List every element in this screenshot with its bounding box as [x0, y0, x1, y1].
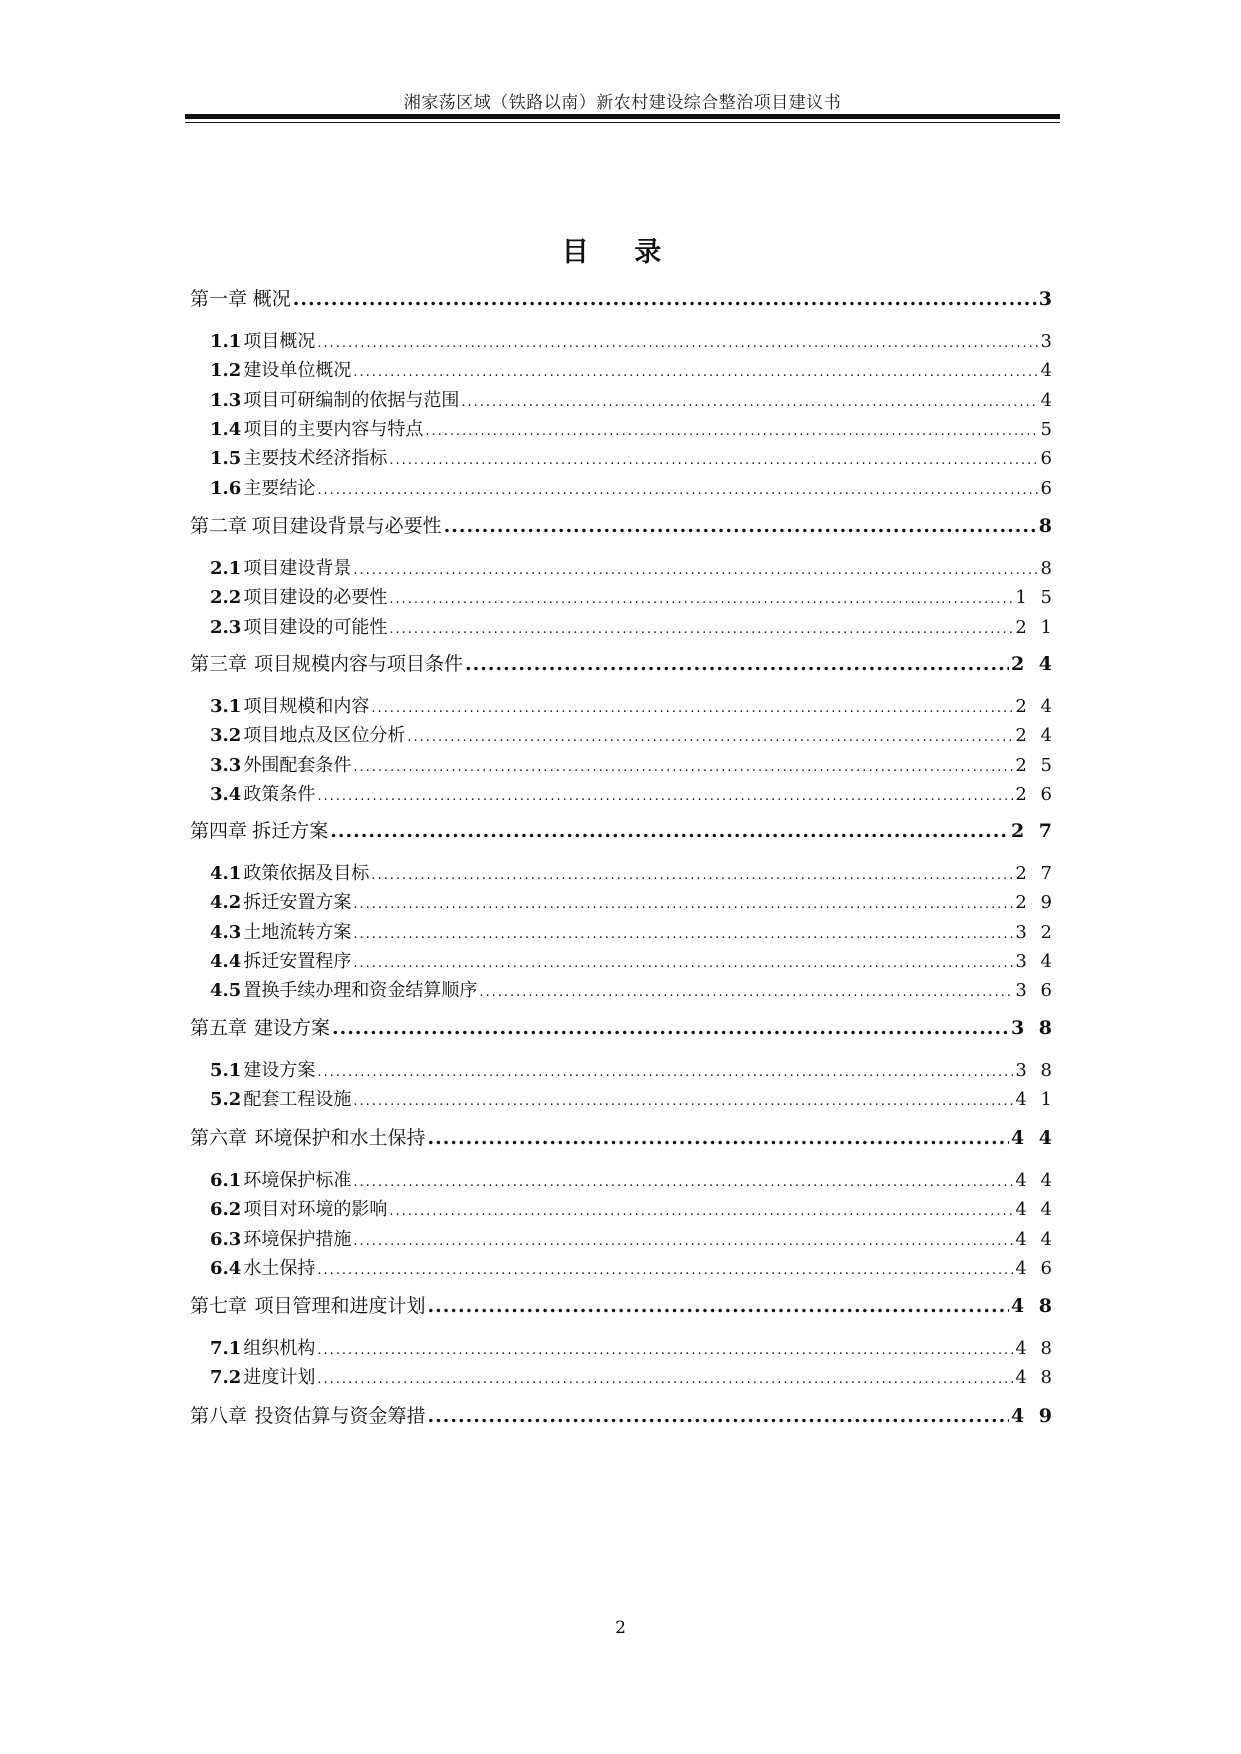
toc-section-title: 项目规模和内容 — [243, 696, 370, 717]
toc-section-number: 3.2 — [210, 725, 242, 747]
toc-section-entry[interactable] — [190, 1085, 1056, 1111]
toc-page-number: 3 2 — [1015, 921, 1056, 943]
toc-page-number: 1 5 — [1015, 587, 1056, 609]
toc-section-entry[interactable] — [190, 692, 1056, 718]
toc-chapter-label: 第七章 — [190, 1295, 248, 1317]
toc-dot-leader — [353, 755, 1013, 776]
toc-page-number: 6 — [1040, 477, 1056, 499]
toc-dot-leader — [330, 820, 1009, 842]
toc-page-number: 2 4 — [1015, 725, 1056, 747]
toc-section-title: 项目建设的必要性 — [243, 587, 388, 609]
toc-page-number: 4 4 — [1015, 1170, 1056, 1191]
toc-section-number: 3.3 — [210, 754, 242, 776]
toc-section-number: 2.1 — [210, 558, 242, 579]
toc-section-title: 配套工程设施 — [243, 1089, 352, 1111]
toc-section-title: 水土保持 — [243, 1257, 316, 1279]
toc-section-title: 建设单位概况 — [243, 360, 352, 382]
toc-section-title: 主要结论 — [243, 477, 316, 499]
toc-dot-leader — [353, 558, 1038, 579]
toc-section-title: 环境保护标准 — [243, 1170, 352, 1191]
toc-page-number: 3 — [1040, 331, 1056, 352]
toc-dot-leader — [353, 1089, 1013, 1110]
toc-section-number: 7.2 — [210, 1367, 242, 1389]
toc-dot-leader — [353, 892, 1013, 913]
toc-page-number: 5 — [1040, 418, 1056, 440]
toc-section-number: 4.2 — [210, 892, 242, 914]
toc-section-title: 项目建设背景 — [243, 558, 352, 579]
toc-dot-leader — [461, 390, 1038, 411]
toc-section-title: 政策条件 — [243, 783, 316, 805]
header-rule-thin — [185, 122, 1060, 123]
toc-section-number: 5.1 — [210, 1060, 242, 1081]
toc-chapter-entry[interactable] — [190, 511, 1056, 538]
toc-page-number: 2 6 — [1015, 783, 1056, 805]
toc-section-number: 4.5 — [210, 980, 242, 1002]
toc-section-entry[interactable] — [190, 1195, 1056, 1221]
toc-section-number: 6.1 — [210, 1170, 242, 1191]
toc-section-title: 项目地点及区位分析 — [243, 725, 406, 747]
toc-section-entry[interactable] — [190, 474, 1056, 500]
toc-page-number: 4 6 — [1015, 1257, 1056, 1279]
toc-dot-leader — [371, 696, 1013, 717]
toc-dot-leader — [317, 331, 1038, 352]
toc-dot-leader — [425, 419, 1038, 440]
toc-section-entry[interactable] — [190, 918, 1056, 944]
toc-section-number: 4.1 — [210, 863, 242, 884]
toc-chapter-entry[interactable] — [190, 1291, 1056, 1318]
toc-section-entry[interactable] — [190, 613, 1056, 639]
toc-page-number: 2 9 — [1015, 892, 1056, 914]
toc-section-title: 项目概况 — [243, 331, 316, 352]
toc-chapter-title: 环境保护和水土保持 — [254, 1127, 426, 1149]
toc-dot-leader — [317, 1338, 1013, 1359]
toc-section-number: 1.6 — [210, 477, 242, 499]
toc-page-number: 4 8 — [1010, 1295, 1056, 1317]
toc-section-title: 组织机构 — [243, 1338, 316, 1359]
toc-section-number: 1.4 — [210, 418, 242, 440]
header-rule-thick — [185, 114, 1060, 119]
toc-page-number: 3 — [1038, 288, 1056, 310]
toc-dot-leader — [353, 1229, 1013, 1250]
toc-page-number: 4 4 — [1015, 1228, 1056, 1250]
toc-section-number: 2.2 — [210, 587, 242, 609]
toc-section-entry[interactable] — [190, 1225, 1056, 1251]
toc-page-number: 4 — [1040, 360, 1056, 382]
toc-dot-leader — [444, 515, 1037, 537]
toc-section-title: 环境保护措施 — [243, 1228, 352, 1250]
toc-chapter-title: 建设方案 — [253, 1017, 330, 1039]
toc-page-number: 4 4 — [1015, 1199, 1056, 1221]
toc-section-entry[interactable] — [190, 327, 1056, 353]
toc-section-title: 建设方案 — [243, 1060, 316, 1081]
toc-section-number: 1.5 — [210, 448, 242, 470]
toc-section-title: 项目可研编制的依据与范围 — [243, 389, 460, 411]
toc-dot-leader — [389, 1199, 1013, 1220]
toc-chapter-title: 投资估算与资金筹措 — [254, 1405, 426, 1427]
toc-page-number: 2 5 — [1015, 754, 1056, 776]
toc-dot-leader — [353, 1170, 1013, 1191]
toc-section-title: 主要技术经济指标 — [243, 448, 388, 470]
toc-section-number: 1.1 — [210, 331, 242, 352]
toc-page-number: 3 8 — [1015, 1060, 1056, 1081]
toc-section-entry[interactable] — [190, 554, 1056, 580]
toc-chapter-label: 第四章 — [190, 820, 248, 842]
toc-dot-leader — [293, 288, 1037, 310]
toc-chapter-entry[interactable] — [190, 1013, 1056, 1040]
toc-section-number: 6.4 — [210, 1257, 242, 1279]
toc-section-entry[interactable] — [190, 780, 1056, 806]
toc-dot-leader — [317, 1367, 1013, 1388]
toc-dot-leader — [353, 360, 1038, 381]
toc-section-number: 3.1 — [210, 696, 242, 717]
toc-dot-leader — [317, 478, 1038, 499]
toc-page-number: 4 8 — [1015, 1338, 1056, 1359]
toc-chapter-label: 第三章 — [190, 653, 248, 675]
toc-section-number: 4.4 — [210, 950, 242, 972]
toc-page-number: 6 — [1040, 448, 1056, 470]
running-header: 湘家荡区域（铁路以南）新农村建设综合整治项目建议书 — [403, 93, 842, 113]
toc-section-entry[interactable] — [190, 1056, 1056, 1082]
toc-page-number: 3 6 — [1015, 980, 1056, 1002]
toc-chapter-title: 项目规模内容与项目条件 — [254, 653, 464, 675]
toc-section-title: 项目建设的可能性 — [243, 616, 388, 638]
toc-chapter-entry[interactable] — [190, 816, 1056, 843]
toc-page-number: 4 1 — [1015, 1089, 1056, 1111]
toc-page-number: 4 4 — [1010, 1127, 1056, 1149]
toc-dot-leader — [353, 922, 1013, 943]
toc-section-title: 外围配套条件 — [243, 754, 352, 776]
toc-section-entry[interactable] — [190, 976, 1056, 1002]
toc-section-entry[interactable] — [190, 947, 1056, 973]
toc-chapter-label: 第八章 — [190, 1405, 248, 1427]
toc-dot-leader — [465, 653, 1009, 675]
toc-dot-leader — [407, 725, 1013, 746]
toc-page-number: 8 — [1038, 515, 1056, 537]
toc-section-number: 1.2 — [210, 360, 242, 382]
toc-page-number: 4 8 — [1015, 1367, 1056, 1389]
toc-page-number: 2 7 — [1010, 820, 1056, 842]
toc-dot-leader — [353, 951, 1013, 972]
toc-section-entry[interactable] — [190, 386, 1056, 412]
toc-dot-leader — [428, 1295, 1009, 1317]
toc-page-number: 4 — [1040, 389, 1056, 411]
toc-section-title: 拆迁安置程序 — [243, 950, 352, 972]
toc-section-number: 5.2 — [210, 1089, 242, 1111]
toc-dot-leader — [479, 980, 1013, 1001]
toc-section-number: 4.3 — [210, 921, 242, 943]
page-title: 目 录 — [561, 237, 680, 268]
toc-section-title: 政策依据及目标 — [243, 863, 370, 884]
toc-page-number: 3 4 — [1015, 950, 1056, 972]
toc-section-number: 6.2 — [210, 1199, 242, 1221]
toc-dot-leader — [389, 587, 1013, 608]
toc-page-number: 3 8 — [1010, 1017, 1056, 1039]
toc-chapter-title: 概况 — [252, 288, 291, 310]
toc-section-number: 1.3 — [210, 389, 242, 411]
toc-chapter-entry[interactable] — [190, 1123, 1056, 1150]
toc-dot-leader — [389, 617, 1013, 638]
toc-section-entry[interactable] — [190, 444, 1056, 470]
toc-section-entry[interactable] — [190, 1254, 1056, 1280]
toc-dot-leader — [317, 784, 1013, 805]
toc-dot-leader — [428, 1405, 1009, 1427]
toc-chapter-label: 第一章 — [190, 288, 248, 310]
toc-section-title: 项目的主要内容与特点 — [243, 418, 424, 440]
toc-chapter-label: 第六章 — [190, 1127, 248, 1149]
toc-section-entry[interactable] — [190, 859, 1056, 885]
toc-chapter-label: 第五章 — [190, 1017, 248, 1039]
toc-chapter-title: 项目建设背景与必要性 — [251, 515, 442, 537]
toc-dot-leader — [317, 1060, 1013, 1081]
toc-section-entry[interactable] — [190, 751, 1056, 777]
toc-chapter-entry[interactable] — [190, 649, 1056, 676]
toc-page-number: 8 — [1040, 558, 1056, 579]
toc-page-number: 4 9 — [1010, 1405, 1056, 1427]
toc-chapter-title: 项目管理和进度计划 — [254, 1295, 426, 1317]
toc-section-title: 土地流转方案 — [243, 921, 352, 943]
toc-chapter-entry[interactable] — [190, 284, 1056, 311]
toc-dot-leader — [317, 1258, 1013, 1279]
toc-section-title: 置换手续办理和资金结算顺序 — [243, 980, 478, 1002]
toc-section-entry[interactable] — [190, 583, 1056, 609]
toc-section-entry[interactable] — [190, 1334, 1056, 1360]
toc-dot-leader — [332, 1017, 1009, 1039]
toc-chapter-entry[interactable] — [190, 1401, 1056, 1428]
toc-dot-leader — [389, 448, 1038, 469]
toc-section-number: 3.4 — [210, 783, 242, 805]
toc-section-title: 拆迁安置方案 — [243, 892, 352, 914]
toc-dot-leader — [428, 1127, 1009, 1149]
toc-page-number: 2 4 — [1015, 696, 1056, 717]
toc-section-title: 进度计划 — [243, 1367, 316, 1389]
toc-section-number: 7.1 — [210, 1338, 242, 1359]
toc-section-entry[interactable] — [190, 721, 1056, 747]
toc-page-number: 2 1 — [1015, 616, 1056, 638]
toc-chapter-title: 拆迁方案 — [252, 820, 329, 842]
toc-section-entry[interactable] — [190, 1363, 1056, 1389]
toc-section-entry[interactable] — [190, 356, 1056, 382]
toc-section-number: 2.3 — [210, 616, 242, 638]
toc-chapter-label: 第二章 — [190, 515, 248, 537]
toc-section-entry[interactable] — [190, 415, 1056, 441]
page-number: 2 — [615, 1618, 626, 1638]
toc-section-number: 6.3 — [210, 1228, 242, 1250]
toc-section-entry[interactable] — [190, 888, 1056, 914]
toc-dot-leader — [371, 863, 1013, 884]
toc-section-entry[interactable] — [190, 1166, 1056, 1192]
toc-page-number: 2 4 — [1010, 653, 1056, 675]
toc-section-title: 项目对环境的影响 — [243, 1199, 388, 1221]
toc-page-number: 2 7 — [1015, 863, 1056, 884]
